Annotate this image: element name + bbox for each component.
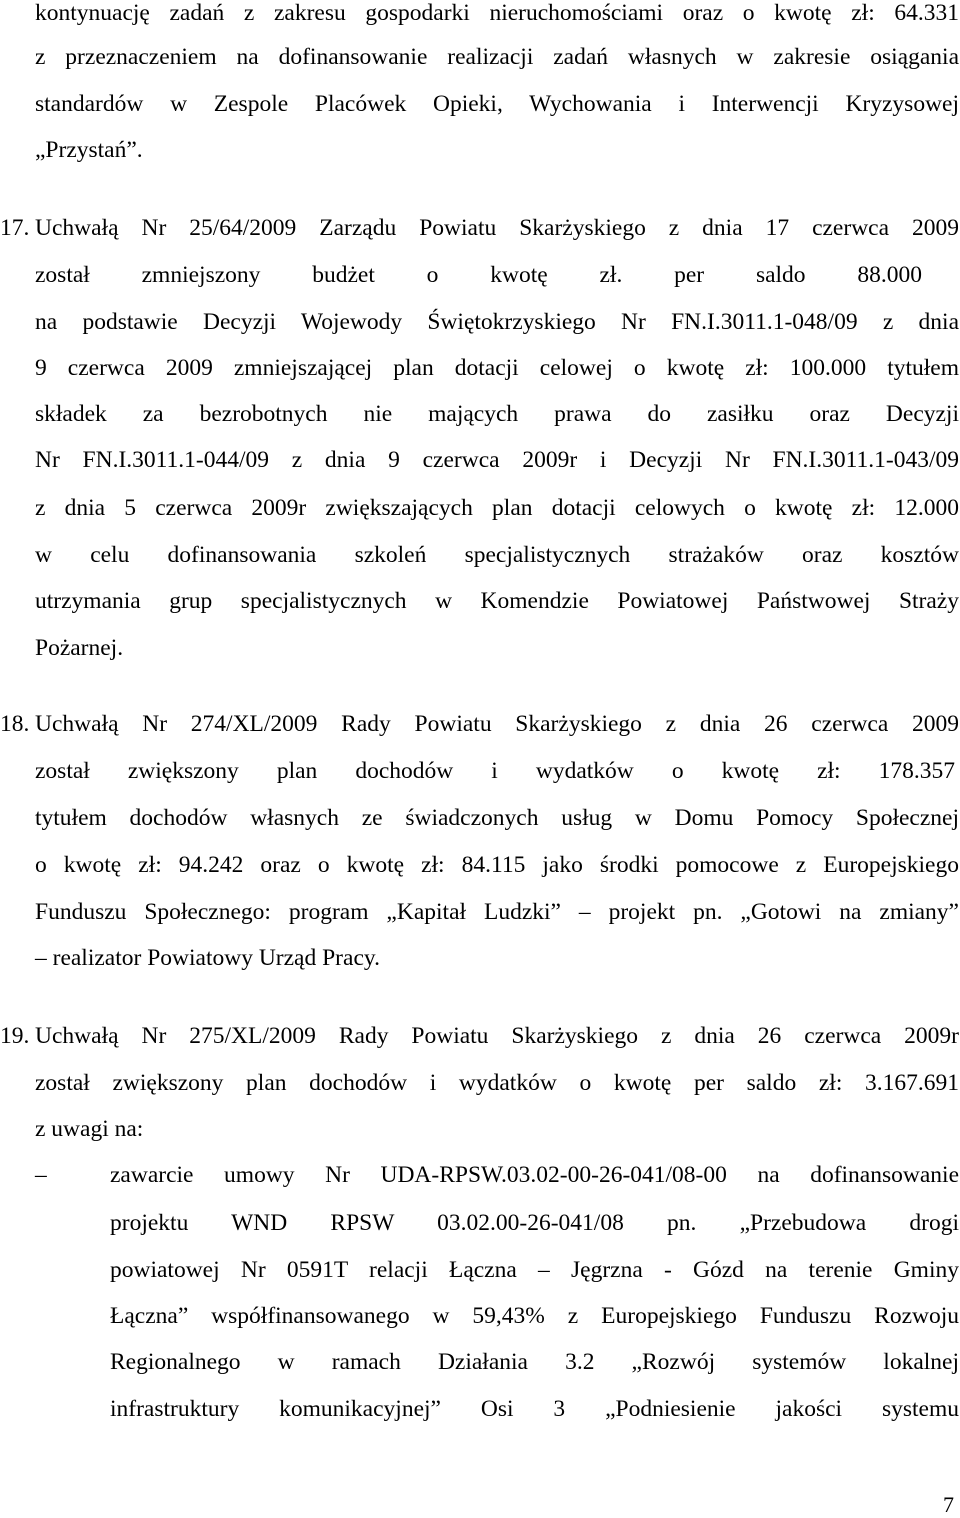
text-line: tytułem dochodów własnych ze świadczonych usług w Domu Pomocy Społecznej: [35, 805, 959, 831]
text-line: o kwotę zł: 94.242 oraz o kwotę zł: 84.115 jako środki pomocowe z Europejskiego: [35, 852, 959, 878]
text-line: powiatowej Nr 0591T relacji Łączna – Jęgrzna - Gózd na terenie Gminy: [110, 1257, 959, 1283]
bullet-dash: –: [35, 1162, 47, 1188]
text-line: Łączna” współfinansowanego w 59,43% z Europejskiego Funduszu Rozwoju: [110, 1303, 959, 1329]
text-line: został zwiększony plan dochodów i wydatków o kwotę zł: 178.357: [35, 758, 955, 784]
text-line: standardów w Zespole Placówek Opieki, Wychowania i Interwencji Kryzysowej: [35, 91, 959, 117]
text-line: zawarcie umowy Nr UDA-RPSW.03.02-00-26-041/08-00 na dofinansowanie: [110, 1162, 959, 1188]
page-number: 7: [943, 1492, 954, 1517]
text-line: – realizator Powiatowy Urząd Pracy.: [35, 945, 380, 971]
text-line: Uchwałą Nr 275/XL/2009 Rady Powiatu Skarżyskiego z dnia 26 czerwca 2009r: [35, 1023, 959, 1049]
item-number: 19.: [0, 1023, 30, 1049]
text-line: z przeznaczeniem na dofinansowanie realizacji zadań własnych w zakresie osiągania: [35, 44, 959, 70]
text-line: został zmniejszony budżet o kwotę zł. per saldo 88.000: [35, 262, 922, 288]
text-line: Uchwałą Nr 25/64/2009 Zarządu Powiatu Skarżyskiego z dnia 17 czerwca 2009: [35, 215, 959, 241]
text-line: 9 czerwca 2009 zmniejszającej plan dotacji celowej o kwotę zł: 100.000 tytułem: [35, 355, 959, 381]
text-line: z dnia 5 czerwca 2009r zwiększających plan dotacji celowych o kwotę zł: 12.000: [35, 495, 959, 521]
text-line: kontynuację zadań z zakresu gospodarki nieruchomościami oraz o kwotę zł: 64.331: [35, 0, 959, 26]
text-line: infrastruktury komunikacyjnej” Osi 3 „Podniesienie jakości systemu: [110, 1396, 959, 1422]
text-line: projektu WND RPSW 03.02.00-26-041/08 pn. „Przebudowa drogi: [110, 1210, 959, 1236]
text-line: składek za bezrobotnych nie mających prawa do zasiłku oraz Decyzji: [35, 401, 959, 427]
text-line: utrzymania grup specjalistycznych w Komendzie Powiatowej Państwowej Straży: [35, 588, 959, 614]
text-line: został zwiększony plan dochodów i wydatków o kwotę per saldo zł: 3.167.691: [35, 1070, 959, 1096]
text-line: Regionalnego w ramach Działania 3.2 „Rozwój systemów lokalnej: [110, 1349, 959, 1375]
item-number: 18.: [0, 711, 30, 737]
text-line: z uwagi na:: [35, 1116, 144, 1142]
text-line: Funduszu Społecznego: program „Kapitał Ludzki” – projekt pn. „Gotowi na zmiany”: [35, 899, 959, 925]
text-line: Pożarnej.: [35, 635, 124, 661]
text-line: „Przystań”.: [35, 137, 143, 163]
item-number: 17.: [0, 215, 30, 241]
text-line: Uchwałą Nr 274/XL/2009 Rady Powiatu Skarżyskiego z dnia 26 czerwca 2009: [35, 711, 959, 737]
text-line: Nr FN.I.3011.1-044/09 z dnia 9 czerwca 2009r i Decyzji Nr FN.I.3011.1-043/09: [35, 447, 959, 473]
text-line: na podstawie Decyzji Wojewody Świętokrzyskiego Nr FN.I.3011.1-048/09 z dnia: [35, 309, 959, 335]
text-line: w celu dofinansowania szkoleń specjalistycznych strażaków oraz kosztów: [35, 542, 959, 568]
